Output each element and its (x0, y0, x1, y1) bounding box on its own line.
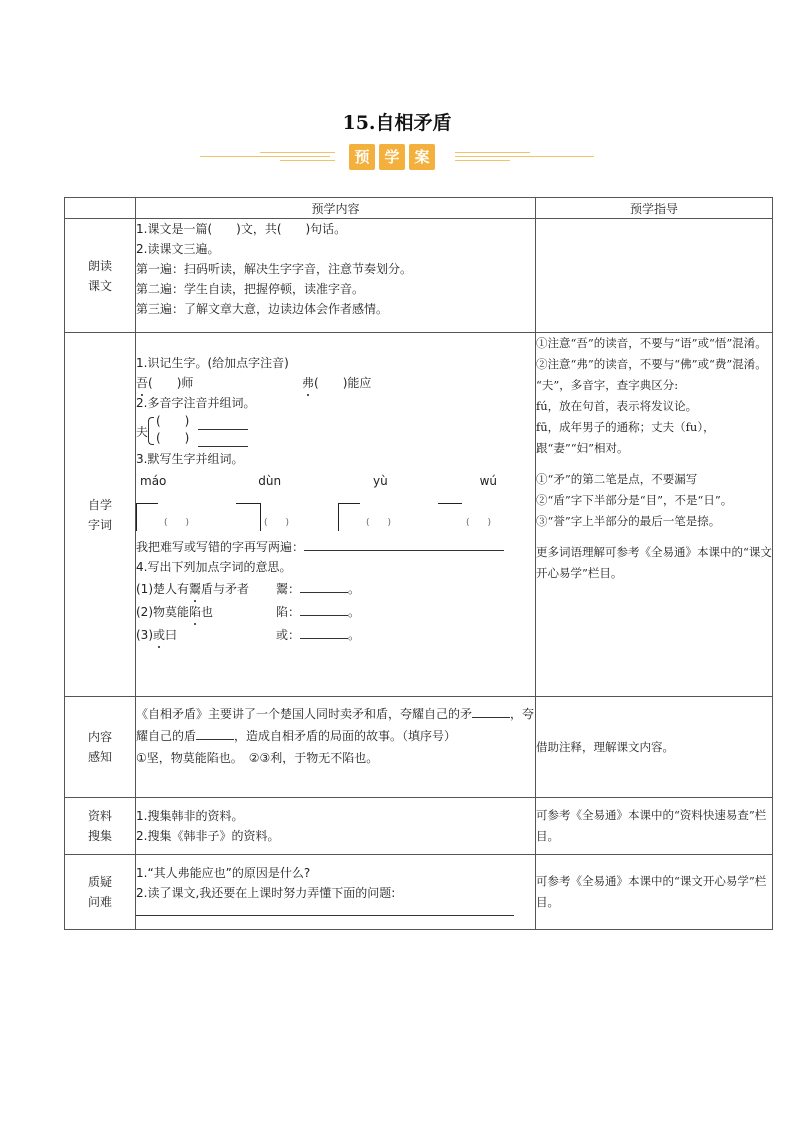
reading-line: 1.课文是一篇( )文，共( )句话。 (136, 222, 347, 236)
banner-char: 案 (409, 144, 435, 170)
meaning-2: (2)物莫能陷也 陷： 。 (136, 602, 535, 622)
dotted-char: 弗 (302, 373, 314, 393)
vocab-content: 1.识记生字。(给加点字注音) 吾( )师 弗( )能应 2.多音字注音并组词。 夫 ( ) ( ) 3.默写生字并组词。 máo dùn yù wú ( ) ( ) ( ) ( ) 我把难写或写错的字再写两遍： 4.写出下列加点字词的意思。 (1)楚人有鬻盾与矛者 鬻： 。 (2)物莫能陷也 陷： 。 (3)或曰 或： 。 (136, 333, 536, 697)
perception-guide: 借助注释，理解课文内容。 (536, 697, 773, 798)
reading-line: 第一遍：扫码听读，解决生字字音，注意节奏划分。 (136, 262, 413, 276)
writing-boxes: ( ) ( ) ( ) ( ) (136, 503, 535, 537)
answer-line (136, 903, 514, 916)
questions-content: 1.“其人弗能应也”的原因是什么? 2.读了课文,我还要在上课时努力弄懂下面的问题: (136, 855, 536, 930)
label-perception: 内容 感知 (65, 697, 136, 798)
pinyin: yù (372, 474, 388, 488)
banner-char: 学 (379, 144, 405, 170)
label-vocab: 自学 字词 (65, 333, 136, 697)
pinyin: dùn (258, 474, 282, 488)
reading-line: 第二遍：学生自读，把握停顿，读准字音。 (136, 282, 365, 296)
vocab-guide: ①注意“吾”的读音，不要与“语”或“悟”混淆。 ②注意“弗”的读音，不要与“佛”或“费”混淆。 “夫”，多音字，查字典区分: fú，放在句首，表示将发议论。 fū，成年男子的通称；丈夫（fu），跟“妻”“妇”相对。 ①“矛”的第二笔是点，不要漏写 ②“盾”字下半部分是“目”，不是“日”。 ③“誉”字上半部分的最后一笔是捺。 更多词语理解可参考《全易通》本课中的“课文开心易学”栏目。 (536, 333, 773, 697)
materials-content: 1.搜集韩非的资料。 2.搜集《韩非子》的资料。 (136, 798, 536, 855)
section-banner (200, 143, 594, 173)
banner-char: 预 (349, 144, 375, 170)
dotted-char: 吾 (136, 373, 148, 393)
reading-line: 第三遍：了解文章大意，边读边体会作者感情。 (136, 302, 389, 316)
reading-line: 2.读课文三遍。 (136, 242, 220, 256)
practice-line: 我把难写或写错的字再写两遍： (136, 537, 535, 557)
page-title: 15.自相矛盾 (342, 112, 452, 134)
materials-guide: 可参考《全易通》本课中的“资料快速易查”栏目。 (536, 798, 773, 855)
meaning-3: (3)或曰 或： 。 (136, 625, 535, 645)
pinyin: máo (140, 474, 167, 488)
reading-content (136, 219, 536, 333)
polyphone-fu: 夫 ( ) ( ) (136, 413, 535, 449)
label-reading: 朗读 课文 (65, 219, 136, 333)
q3: 3.默写生字并组词。 (136, 452, 244, 466)
reading-guide (536, 219, 773, 333)
pinyin-row (136, 471, 535, 491)
header-content: 预学内容 (136, 198, 536, 219)
q2: 2.多音字注音并组词。 (136, 396, 256, 410)
label-materials: 资料 搜集 (65, 798, 136, 855)
questions-guide: 可参考《全易通》本课中的“课文开心易学”栏目。 (536, 855, 773, 930)
perception-content: 《自相矛盾》主要讲了一个楚国人同时卖矛和盾，夸耀自己的矛 ，夸耀自己的盾 ，造成自相矛盾的局面的故事。（填序号） ①坚，物莫能陷也。 ②③利，于物无不陷也。 (136, 697, 536, 798)
pinyin: wú (479, 474, 497, 488)
q1: 1.识记生字。(给加点字注音) (136, 356, 289, 370)
label-questions: 质疑 问难 (65, 855, 136, 930)
header-guide: 预学指导 (536, 198, 773, 219)
header-empty (65, 198, 136, 219)
study-table (64, 197, 773, 930)
meaning-1: (1)楚人有鬻盾与矛者 鬻： 。 (136, 579, 535, 599)
q4: 4.写出下列加点字词的意思。 (136, 560, 292, 574)
